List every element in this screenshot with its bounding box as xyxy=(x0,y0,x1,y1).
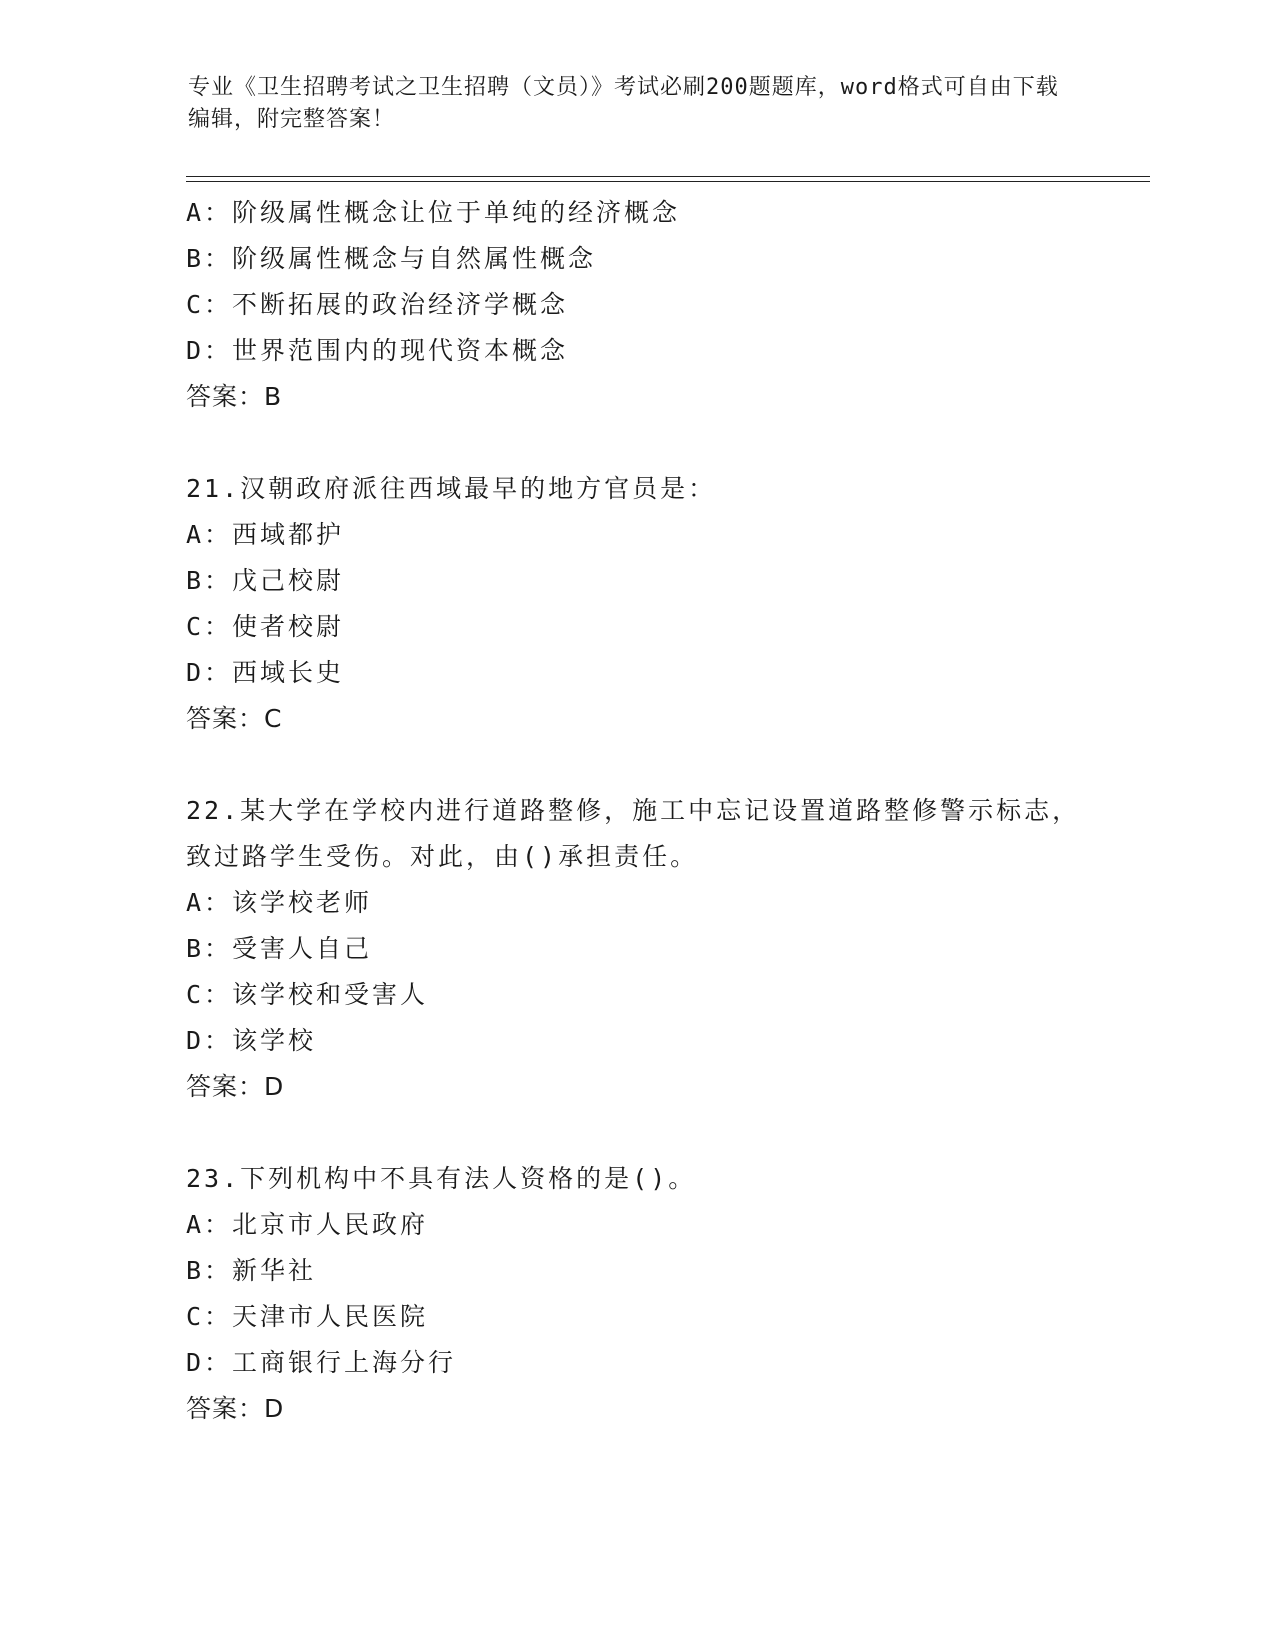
option-d: D：工商银行上海分行 xyxy=(186,1348,457,1377)
question-list xyxy=(186,190,1086,1432)
option-c: C：天津市人民医院 xyxy=(186,1302,429,1331)
option-c: C：使者校尉 xyxy=(186,612,345,641)
header-divider-top xyxy=(186,176,1150,177)
option-a: A：该学校老师 xyxy=(186,888,373,917)
spacer xyxy=(186,420,1086,466)
question-20 xyxy=(186,190,1086,420)
option-a: A：阶级属性概念让位于单纯的经济概念 xyxy=(186,198,681,227)
question-stem: 23.下列机构中不具有法人资格的是()。 xyxy=(186,1164,697,1193)
answer-line: 答案：D xyxy=(186,1394,285,1423)
option-d: D：该学校 xyxy=(186,1026,317,1055)
option-b: B：受害人自己 xyxy=(186,934,373,963)
document-header: 专业《卫生招聘考试之卫生招聘（文员）》考试必刷200题题库，word格式可自由下载编辑，附完整答案！ xyxy=(188,75,1059,132)
option-c: C：该学校和受害人 xyxy=(186,980,429,1009)
spacer xyxy=(186,742,1086,788)
answer-line: 答案：C xyxy=(186,704,283,733)
question-23 xyxy=(186,1156,1086,1432)
answer-line: 答案：D xyxy=(186,1072,285,1101)
option-b: B：戊己校尉 xyxy=(186,566,345,595)
option-c: C：不断拓展的政治经济学概念 xyxy=(186,290,569,319)
option-a: A：西域都护 xyxy=(186,520,345,549)
question-stem: 21.汉朝政府派往西域最早的地方官员是： xyxy=(186,474,717,503)
option-b: B：阶级属性概念与自然属性概念 xyxy=(186,244,597,273)
answer-line: 答案：B xyxy=(186,382,283,411)
question-22 xyxy=(186,788,1086,1110)
option-a: A：北京市人民政府 xyxy=(186,1210,429,1239)
spacer xyxy=(186,1110,1086,1156)
question-21 xyxy=(186,466,1086,742)
option-d: D：西域长史 xyxy=(186,658,345,687)
header-divider-bottom xyxy=(186,181,1150,182)
option-b: B：新华社 xyxy=(186,1256,317,1285)
question-stem: 22.某大学在学校内进行道路整修，施工中忘记设置道路整修警示标志，致过路学生受伤。对此，由()承担责任。 xyxy=(186,796,1081,871)
option-d: D：世界范围内的现代资本概念 xyxy=(186,336,569,365)
